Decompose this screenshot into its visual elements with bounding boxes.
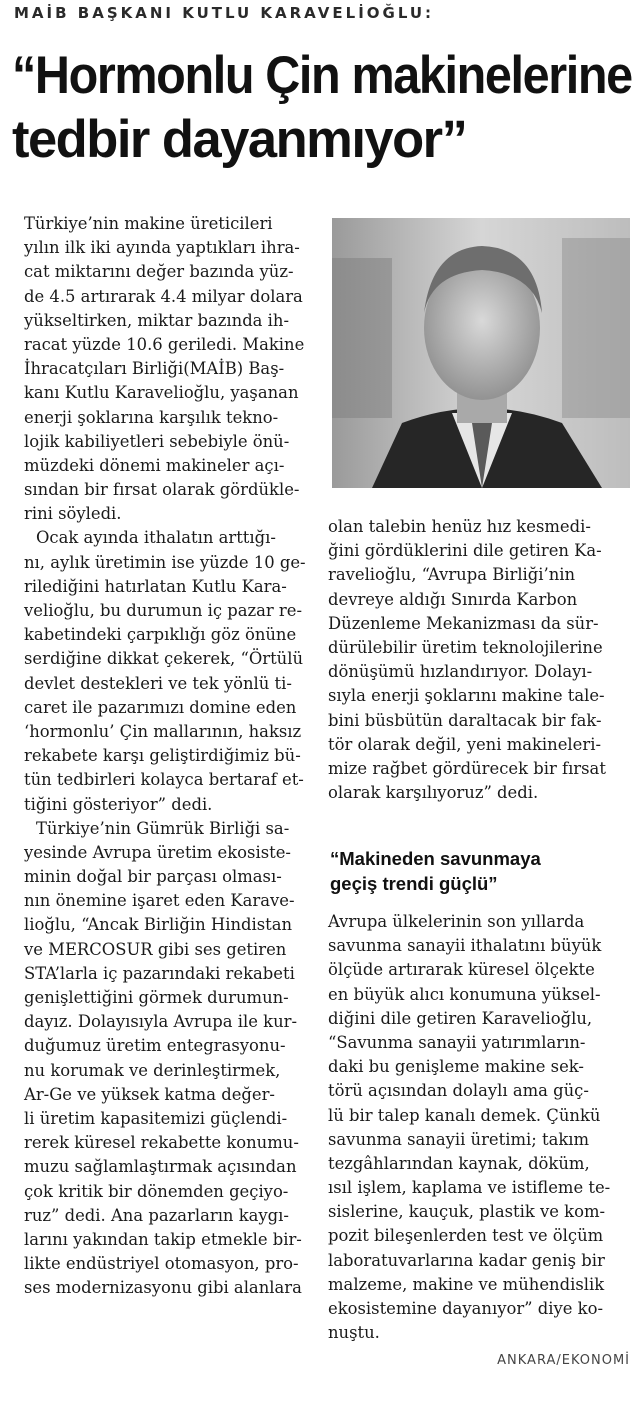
- text-line: lü bir talep kanalı demek. Çünkü: [328, 1105, 601, 1125]
- text-line: bini büsbütün daraltacak bir fak-: [328, 710, 602, 730]
- text-line: olan talebin henüz hız kesmedi-: [328, 517, 591, 536]
- paragraph: [328, 910, 628, 1345]
- text-line: devlet destekleri ve tek yönlü ti-: [24, 673, 292, 693]
- paragraph: [24, 212, 310, 526]
- text-line: duğumuz üretim entegrasyonu-: [24, 1036, 286, 1056]
- text-line: nın önemine işaret eden Karave-: [24, 891, 295, 911]
- text-line: devreye aldığı Sınırda Karbon: [328, 589, 578, 609]
- text-line: sislerine, kauçuk, plastik ve kom-: [328, 1202, 606, 1222]
- text-line: malzeme, makine ve mühendislik: [328, 1274, 605, 1294]
- article-kicker: MAİB BAŞKANI KUTLU KARAVELİOĞLU:: [14, 4, 435, 22]
- text-line: yükseltirken, miktar bazında ih-: [24, 310, 290, 330]
- text-line: savunma sanayii üretimi; takım: [328, 1129, 590, 1149]
- text-line: ‘hormonlu’ Çin mallarının, haksız: [24, 721, 302, 741]
- text-line: ruz” dedi. Ana pazarların kaygı-: [24, 1205, 289, 1225]
- text-line: genişlettiğini görmek durumun-: [24, 988, 289, 1007]
- text-line: en büyük alıcı konumuna yüksel-: [328, 984, 601, 1004]
- text-line: olarak karşılıyoruz” dedi.: [328, 783, 539, 803]
- text-line: Düzenleme Mekanizması da sür-: [328, 613, 599, 633]
- text-line: ravelioğlu, “Avrupa Birliği’nin: [328, 565, 576, 585]
- text-line: serdiğine dikkat çekerek, “Örtülü: [24, 649, 304, 669]
- text-line: enerji şoklarına karşılık tekno-: [24, 407, 279, 427]
- text-line: tün tedbirleri kolayca bertaraf et-: [24, 770, 304, 790]
- text-line: İhracatçıları Birliği(MAİB) Baş-: [24, 359, 285, 379]
- text-line: dönüşümü hızlandırıyor. Dolayı-: [328, 662, 593, 682]
- article-headline: [12, 44, 638, 172]
- text-line: yılın ilk iki ayında yaptıkları ihra-: [24, 238, 300, 258]
- text-line: rini söyledi.: [24, 504, 122, 524]
- text-line: kanı Kutlu Karavelioğlu, yaşanan: [24, 383, 299, 403]
- article-column-1: [24, 212, 310, 1300]
- text-line: daki bu genişleme makine sek-: [328, 1057, 584, 1077]
- text-line: nuştu.: [328, 1323, 380, 1343]
- text-line: dürülebilir üretim teknolojilerine: [328, 637, 603, 657]
- text-line: velioğlu, bu durumun iç pazar re-: [24, 601, 303, 620]
- text-line: Avrupa ülkelerinin son yıllarda: [328, 912, 585, 931]
- text-line: de 4.5 artırarak 4.4 milyar dolara: [24, 286, 303, 306]
- text-line: Ocak ayında ithalatın arttığı-: [36, 528, 276, 548]
- text-line: Türkiye’nin makine üreticileri: [24, 214, 273, 233]
- text-line: lojik kabiliyetleri sebebiyle önü-: [24, 431, 290, 451]
- headline-line: “Hormonlu Çin makinelerine: [12, 46, 632, 105]
- text-line: ısıl işlem, kaplama ve istifleme te-: [328, 1178, 611, 1198]
- paragraph: [328, 515, 628, 805]
- text-line: nı, aylık üretimin ise yüzde 10 ge-: [24, 552, 306, 572]
- text-line: Ar-Ge ve yüksek katma değer-: [24, 1084, 275, 1104]
- text-line: rilediğini hatırlatan Kutlu Kara-: [24, 576, 287, 596]
- article-column-3: [328, 910, 628, 1345]
- text-line: minin doğal bir parçası olması-: [24, 867, 282, 887]
- text-line: dayız. Dolayısıyla Avrupa ile kur-: [24, 1012, 298, 1032]
- text-line: savunma sanayii ithalatını büyük: [328, 936, 602, 956]
- text-line: laboratuvarlarına kadar geniş bir: [328, 1250, 605, 1270]
- text-line: ölçüde artırarak küresel ölçekte: [328, 960, 595, 980]
- text-line: nu korumak ve derinleştirmek,: [24, 1060, 281, 1080]
- text-line: tezgâhlarından kaynak, döküm,: [328, 1153, 590, 1173]
- text-line: müzdeki dönemi makineler açı-: [24, 455, 285, 475]
- text-line: larını yakından takip etmekle bir-: [24, 1229, 302, 1249]
- text-line: ekosistemine dayanıyor” diye ko-: [328, 1299, 603, 1318]
- text-line: racat yüzde 10.6 geriledi. Makine: [24, 334, 305, 354]
- article-column-2: [328, 515, 628, 805]
- section-subheading: [330, 846, 630, 896]
- text-line: pozit bileşenlerden test ve ölçüm: [328, 1226, 604, 1246]
- portrait-photo: [332, 218, 630, 488]
- text-line: sıyla enerji şoklarını makine tale-: [328, 686, 605, 706]
- text-line: muzu sağlamlaştırmak açısından: [24, 1157, 297, 1177]
- text-line: STA’larla iç pazarındaki rekabeti: [24, 963, 295, 983]
- headline-line: tedbir dayanmıyor”: [12, 110, 467, 169]
- text-line: diğini dile getiren Karavelioğlu,: [328, 1008, 593, 1028]
- text-line: tör olarak değil, yeni makineleri-: [328, 734, 601, 754]
- text-line: Türkiye’nin Gümrük Birliği sa-: [36, 818, 290, 838]
- text-line: törü açısından dolaylı ama güç-: [328, 1081, 589, 1101]
- text-line: kabetindeki çarpıklığı göz önüne: [24, 625, 297, 645]
- text-line: rerek küresel rekabette konumu-: [24, 1133, 299, 1153]
- text-line: sından bir fırsat olarak gördükle-: [24, 480, 300, 500]
- text-line: cat miktarını değer bazında yüz-: [24, 262, 294, 282]
- text-line: likte endüstriyel otomasyon, pro-: [24, 1254, 299, 1274]
- text-line: ve MERCOSUR gibi ses getiren: [24, 939, 287, 959]
- subheading-line: “Makineden savunmaya: [330, 848, 541, 869]
- text-line: ğini gördüklerini dile getiren Ka-: [328, 541, 602, 561]
- paragraph: [24, 817, 310, 1301]
- text-line: ses modernizasyonu gibi alanlara: [24, 1278, 302, 1298]
- subheading-line: geçiş trendi güçlü”: [330, 873, 498, 894]
- text-line: çok kritik bir dönemden geçiyo-: [24, 1181, 289, 1201]
- text-line: li üretim kapasitemizi güçlendi-: [24, 1108, 288, 1128]
- article-dateline: ANKARA/EKONOMİ: [497, 1353, 630, 1368]
- portrait-illustration: [332, 218, 630, 488]
- text-line: “Savunma sanayii yatırımların-: [328, 1032, 586, 1052]
- text-line: mize rağbet gördürecek bir fırsat: [328, 758, 606, 778]
- text-line: tiğini gösteriyor” dedi.: [24, 794, 213, 814]
- text-line: lioğlu, “Ancak Birliğin Hindistan: [24, 915, 293, 935]
- text-line: caret ile pazarımızı domine eden: [24, 697, 297, 717]
- text-line: rekabete karşı geliştirdiğimiz bü-: [24, 746, 301, 766]
- paragraph: [24, 526, 310, 816]
- text-line: yesinde Avrupa üretim ekosiste-: [24, 842, 291, 862]
